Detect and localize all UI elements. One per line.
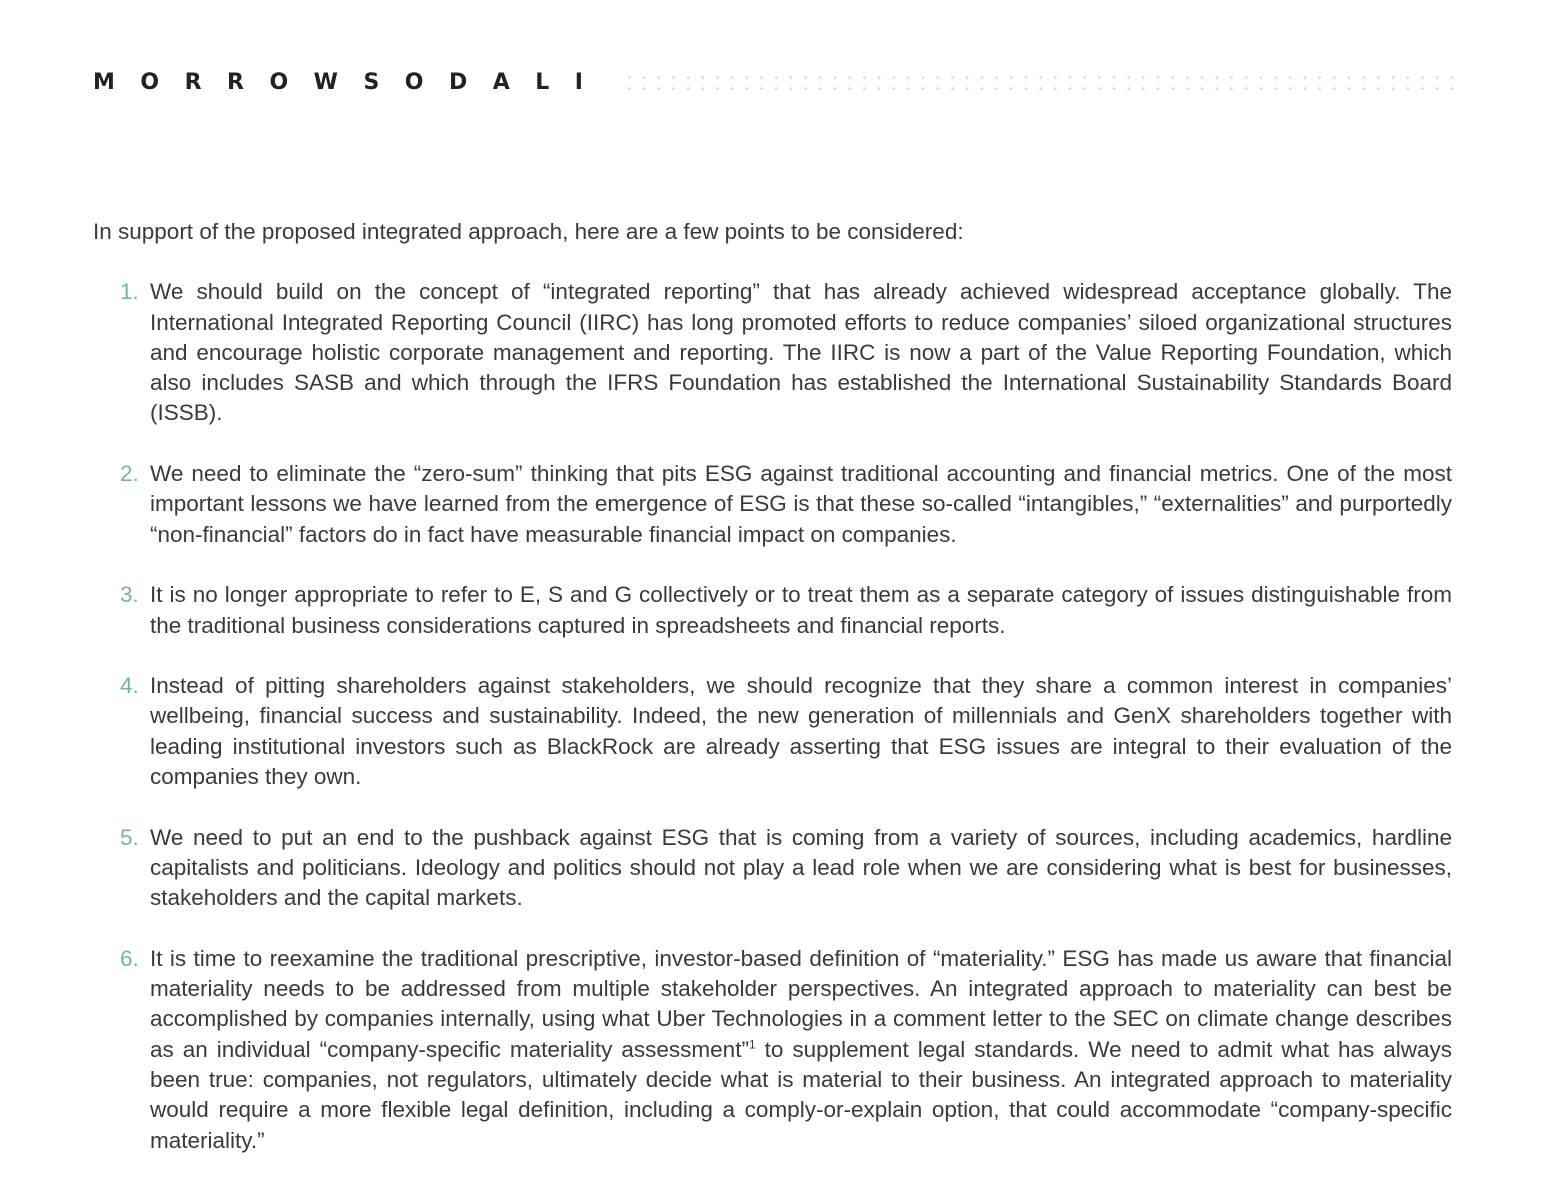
text-after-footnote: to supplement legal standards. We need to admit what has always been true: companies, not regulators, ultimately decide what is material to their business. An integrated approach to materiality would require a more flexible legal definition, including a comply-or-explain option, that could accommodate “company-specific materiality.” bbox=[150, 1036, 1452, 1153]
list-item-text: We need to eliminate the “zero-sum” thinking that pits ESG against traditional accounting and financial metrics. One of the most important lessons we have learned from the emergence of ESG is that these so-called “intangibles,” “externalities” and purportedly “non-financial” factors do in fact have measurable financial impact on companies. bbox=[150, 461, 1452, 547]
list-item bbox=[93, 459, 1452, 550]
list-item bbox=[93, 944, 1452, 1156]
list-item bbox=[93, 671, 1452, 792]
morrowsodali-logo: MORROWSODALI bbox=[93, 70, 609, 95]
intro-paragraph: In support of the proposed integrated approach, here are a few points to be considered: bbox=[93, 219, 964, 244]
text-before-footnote: It is time to reexamine the traditional prescriptive, investor-based definition of “materiality.” ESG has made us aware that financial materiality needs to be addressed from multiple stakeholder perspectives. An integrated approach to materiality can best be accomplished by companies internally, using what Uber Technologies in a comment letter to the SEC on climate change describes as an individual “company-specific materiality assessment” bbox=[150, 945, 1452, 1062]
list-item-text: We should build on the concept of “integrated reporting” that has already achieved widespread acceptance globally. The International Integrated Reporting Council (IIRC) has long promoted efforts to reduce companies’ siloed organizational structures and encourage holistic corporate management and reporting. The IIRC is now a part of the Value Reporting Foundation, which also includes SASB and which through the IFRS Foundation has established the International Sustainability Standards Board (ISSB). bbox=[150, 279, 1452, 426]
list-number: 1. bbox=[120, 279, 139, 305]
list-item-text: We need to put an end to the pushback against ESG that is coming from a variety of sources, including academics, hardline capitalists and politicians. Ideology and politics should not play a lead role when we are considering what is best for businesses, stakeholders and the capital markets. bbox=[150, 824, 1452, 911]
list-number: 5. bbox=[120, 824, 139, 850]
list-number: 2. bbox=[120, 461, 139, 487]
list-item bbox=[93, 823, 1452, 914]
footnote-marker: 1 bbox=[748, 1037, 756, 1052]
dotted-rule bbox=[622, 72, 1455, 94]
list-item bbox=[93, 580, 1452, 641]
list-item-text bbox=[150, 944, 1452, 1156]
list-item bbox=[93, 277, 1452, 428]
list-number: 3. bbox=[120, 582, 139, 608]
body-content bbox=[93, 217, 1452, 1186]
list-number: 6. bbox=[120, 945, 139, 971]
points-list bbox=[93, 277, 1452, 1156]
page-header bbox=[93, 68, 1455, 98]
list-number: 4. bbox=[120, 673, 139, 699]
list-item-text: Instead of pitting shareholders against stakeholders, we should recognize that they share a common interest in companies’ wellbeing, financial success and sustainability. Indeed, the new generation of millennials and GenX shareholders together with leading institutional investors such as BlackRock are already asserting that ESG issues are integral to their evaluation of the companies they own. bbox=[150, 673, 1452, 790]
list-item-text: It is no longer appropriate to refer to E, S and G collectively or to treat them as a separate category of issues distinguishable from the traditional business considerations captured in spreadsheets and financial reports. bbox=[150, 582, 1452, 638]
